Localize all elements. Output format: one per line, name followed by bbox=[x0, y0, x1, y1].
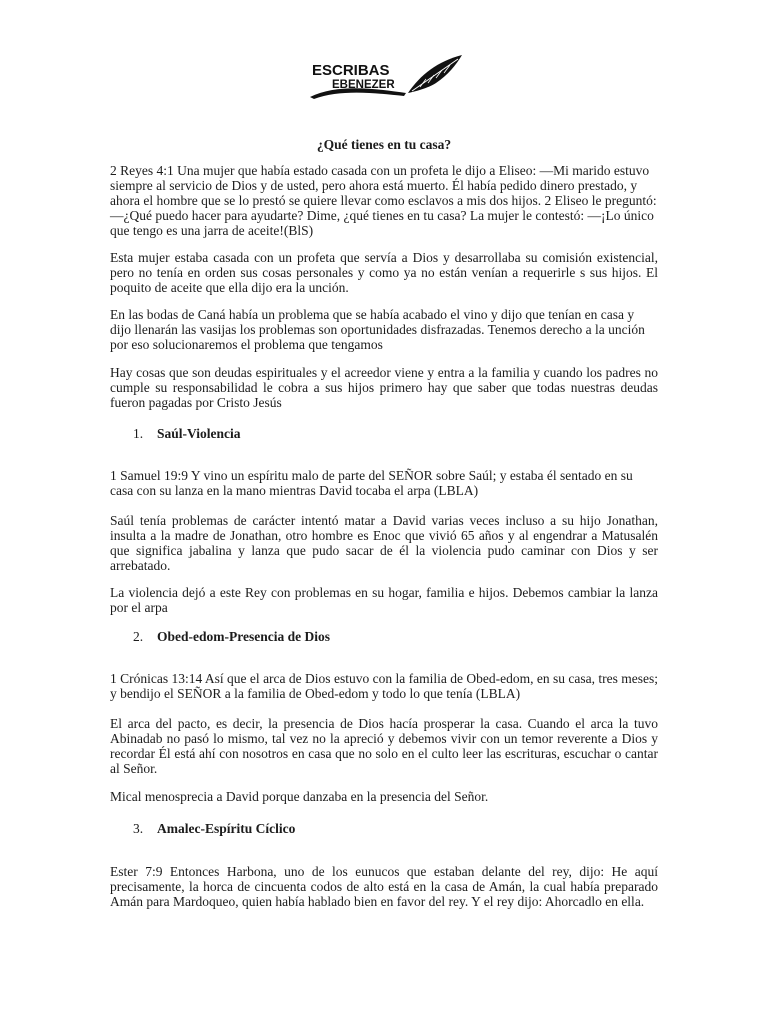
heading-number: 2. bbox=[133, 629, 144, 644]
feather-quill-icon bbox=[308, 53, 464, 103]
heading-number: 3. bbox=[133, 821, 144, 836]
paragraph-bodas-cana: En las bodas de Caná había un problema que se había acabado el vino y dijo que tenían en casa y dijo llenarán las vasijas los problemas son oportunidades disfrazadas. Tenemos derecho a la unción por eso solucionaremos el problema que tengamos bbox=[110, 307, 645, 352]
paragraph-arca-pacto: El arca del pacto, es decir, la presencia de Dios hacía prosperar la casa. Cuando el arca la tuvo Abinadab no pasó lo mismo, tal vez no la apreció y debemos vivir con un temor reverente a Dios y recordar Él está ahí con nosotros en casa que no solo en el culto leer las escrituras, escuchar o cantar al Señor. bbox=[110, 716, 658, 776]
paragraph-ester: Ester 7:9 Entonces Harbona, uno de los eunucos que estaban delante del rey, dijo: He aquí precisamente, la horca de cincuenta codos de alto está en la casa de Amán, la cual había preparado Amán para Mardoqueo, quien había hablado bien en favor del rey. Y el rey dijo: Ahorcadlo en ella. bbox=[110, 864, 658, 909]
paragraph-violencia-rey: La violencia dejó a este Rey con problemas en su hogar, familia e hijos. Debemos cambiar la lanza por el arpa bbox=[110, 585, 658, 615]
heading-saul-violencia bbox=[133, 426, 241, 441]
paragraph-deudas: Hay cosas que son deudas espirituales y el acreedor viene y entra a la familia y cuando los padres no cumple su responsabilidad le cobra a sus hijos primero hay que saber que todas nuestras deudas fueron pagadas por Cristo Jesús bbox=[110, 365, 658, 410]
page-title: ¿Qué tienes en tu casa? bbox=[316, 137, 452, 152]
logo-line1: ESCRIBAS bbox=[312, 62, 390, 79]
paragraph-1-samuel: 1 Samuel 19:9 Y vino un espíritu malo de parte del SEÑOR sobre Saúl; y estaba él sentado en su casa con su lanza en la mano mientras David tocaba el arpa (LBLA) bbox=[110, 468, 633, 498]
heading-text: Amalec-Espíritu Cíclico bbox=[157, 821, 296, 836]
heading-amalec bbox=[133, 821, 295, 836]
heading-text: Obed-edom-Presencia de Dios bbox=[157, 629, 330, 644]
paragraph-saul-caracter: Saúl tenía problemas de carácter intentó matar a David varias veces incluso a su hijo Jonathan, insulta a la madre de Jonathan, otro hombre es Enoc que vivió 65 años y al engendrar a Matusalén que significa jabalina y lanza que pudo sacar de él la violencia pudo caminar con Dios y ser arrebatado. bbox=[110, 513, 658, 573]
paragraph-mical: Mical menosprecia a David porque danzaba en la presencia del Señor. bbox=[110, 789, 489, 804]
heading-number: 1. bbox=[133, 426, 144, 441]
paragraph-mujer-profeta: Esta mujer estaba casada con un profeta que servía a Dios y desarrollaba su comisión existencial, pero no tenía en orden sus cosas personales y como ya no están venían a requerirle s sus hijos. El poquito de aceite que ella dijo era la unción. bbox=[110, 250, 658, 295]
logo-line2: EBENEZER bbox=[332, 79, 395, 91]
paragraph-1-cronicas: 1 Crónicas 13:14 Así que el arca de Dios estuvo con la familia de Obed-edom, en su casa, tres meses; y bendijo el SEÑOR a la familia de Obed-edom y todo lo que tenía (LBLA) bbox=[110, 671, 658, 701]
heading-obed-edom bbox=[133, 629, 330, 644]
escribas-ebenezer-logo bbox=[308, 53, 464, 103]
paragraph-2-reyes: 2 Reyes 4:1 Una mujer que había estado casada con un profeta le dijo a Eliseo: —Mi marido estuvo siempre al servicio de Dios y de usted, pero ahora está muerto. Él había pedido dinero prestado, y ahora el hombre que se lo prestó se quiere llevar como esclavos a mis dos hijos. 2 Eliseo le preguntó: —¿Qué puedo hacer para ayudarte? Dime, ¿qué tienes en tu casa? La mujer le contestó: —¡Lo único que tengo es una jarra de aceite!(BlS) bbox=[110, 163, 657, 238]
heading-text: Saúl-Violencia bbox=[157, 426, 241, 441]
